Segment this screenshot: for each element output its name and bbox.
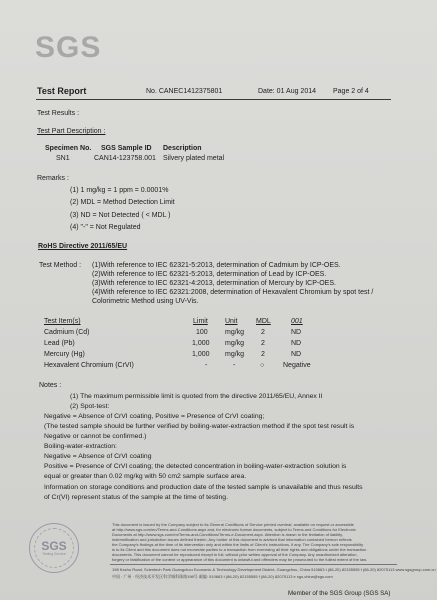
test-method-label: Test Method : [39,262,82,269]
test-method-line: Colorimetric Method using UV-Vis. [92,298,199,305]
test-method-line: (2)With reference to IEC 62321-5:2013, determination of Lead by ICP-OES. [92,271,327,278]
test-results-label: Test Results : [37,110,80,117]
disclaimer-line: the Company's findings at the time of its intervention only and within the limits of Client's instructions, if any. The Company's sole responsibility [112,542,364,547]
result-mdl: 2 [261,351,265,358]
test-method-line: (1)With reference to IEC 62321-5:2013, determination of Cadmium by ICP-OES. [92,262,341,269]
note-line: Boiling-water-extraction: [44,443,117,450]
result-001: ND [291,340,302,347]
result-limit: 1,000 [192,351,210,358]
remark-item: (2) MDL = Method Detection Limit [70,199,175,206]
col-sample-id: SGS Sample ID [101,145,152,152]
result-mdl: ○ [260,362,265,369]
disclaimer-line: Documents at http://www.sgs.com/en/Terms-and-Conditions/Terms-e-Document.aspx. Attention is drawn to the limitation of liability, [112,532,343,537]
test-method-line: (4)With reference to IEC 62321:2008, determination of Hexavalent Chromium by spot test / [92,289,374,296]
sgs-seal-icon [29,523,79,573]
note-line: Negative or cannot be confirmed.) [44,433,147,440]
result-001: ND [291,351,302,358]
disclaimer-line: documents. This document cannot be reproduced except in full, without prior written approval of the Company. Any unauthorized alteration, [112,552,358,557]
col-limit: Limit [193,318,208,325]
result-mdl: 2 [261,329,265,336]
result-unit: mg/kg [225,329,245,336]
footer-address-en: 198 Kezhu Road, Scientech Park Guangzhou Economic & Technology Development District, Guangzhou, China 510663 t (86-20) 82155555 f (86-20) 82075113 www.sgsgroup.com.cn [112,567,436,572]
result-001: Negative [283,362,311,369]
result-unit: - [233,362,236,369]
note-line: Negative = Absence of CrVI coating, Positive = Presence of CrVI coating; [44,413,265,420]
report-date: Date: 01 Aug 2014 [258,88,316,95]
note-line: of Cr(VI) represent status of the sample at the time of testing. [44,494,228,501]
col-unit: Unit [225,318,238,325]
header-rule [36,99,391,100]
result-item: Mercury (Hg) [44,351,85,358]
result-item: Cadmium (Cd) [44,329,90,336]
col-mdl: MDL [256,318,271,325]
result-item: Lead (Pb) [44,340,75,347]
result-unit: mg/kg [225,340,245,347]
remarks-label: Remarks : [37,175,69,182]
note-line: Negative = Absence of CrVI coating [44,453,152,460]
result-limit: - [205,362,208,369]
note-line: (1) The maximum permissible limit is quoted from the directive 2011/65/EU, Annex II [70,393,323,400]
col-specimen-no: Specimen No. [45,145,92,152]
specimen-no-value: SN1 [56,155,70,162]
remark-item: (1) 1 mg/kg = 1 ppm = 0.0001% [70,187,169,194]
seal-subtext: Testing Service [42,552,66,556]
page-number: Page 2 of 4 [333,88,369,95]
report-title: Test Report [37,86,87,96]
note-line: (The tested sample should be further verified by boiling-water-extraction method if the spot test result is [44,423,355,430]
disclaimer-line: at http://www.sgs.com/en/Terms-and-Conditions.aspx and, for electronic format documents, subject to Terms and Conditions for Electronic [112,527,356,532]
col-test-items: Test Item(s) [44,318,81,325]
note-line: equal or greater than 0.02 mg/kg with 50 cm2 sample surface area. [44,473,247,480]
disclaimer-line: is to its Client and this document does not exonerate parties to a transaction from exercising all their rights and obligations under the transaction [112,547,367,552]
result-limit: 1,000 [192,340,210,347]
disclaimer-line: This document is issued by the Company subject to its General Conditions of Service printed overleaf, available on request or accessible [112,522,354,527]
result-mdl: 2 [261,340,265,347]
disclaimer-line: indemnification and jurisdiction issues defined therein. Any holder of this document is advised that information contained hereon reflects [112,537,352,542]
directive-heading: RoHS Directive 2011/65/EU [38,243,128,250]
result-unit: mg/kg [225,351,245,358]
sgs-logo: SGS [35,31,102,64]
seal-text: SGS [41,539,67,553]
report-number: No. CANEC1412375801 [146,88,223,95]
remark-item: (3) ND = Not Detected ( < MDL ) [70,212,171,219]
remark-item: (4) "-" = Not Regulated [70,224,141,231]
test-method-line: (3)With reference to IEC 62321-4:2013, determination of Mercury by ICP-OES. [92,280,336,287]
footer-address-cn: 中国 · 广州 · 经济技术开发区科学城科珠路198号 邮编: 510663 t (86-20) 82155555 f (86-20) 82075113 e sgs.china@sgs.com [112,574,333,579]
notes-label: Notes : [39,382,62,389]
col-description: Description [163,145,202,152]
col-001: 001 [291,318,303,325]
disclaimer-line: forgery or falsification of the content or appearance of this document is unlawful and offenders may be prosecuted to the fullest extent of the law. [112,557,367,562]
note-line: (2) Spot-test: [70,403,110,410]
footer-rule [110,564,397,565]
result-001: ND [291,329,302,336]
note-line: Information on storage conditions and production date of the tested sample is unavailable and thus results [44,484,363,491]
result-item: Hexavalent Chromium (CrVI) [44,362,134,369]
result-limit: 100 [196,329,208,336]
description-value: Silvery plated metal [163,155,225,162]
note-line: Positive = Presence of CrVI coating; the detected concentration in boiling-water-extraction solution is [44,463,347,470]
part-description-heading: Test Part Description : [37,128,106,135]
member-note: Member of the SGS Group (SGS SA) [288,590,391,597]
sample-id-value: CAN14-123758.001 [94,155,156,162]
